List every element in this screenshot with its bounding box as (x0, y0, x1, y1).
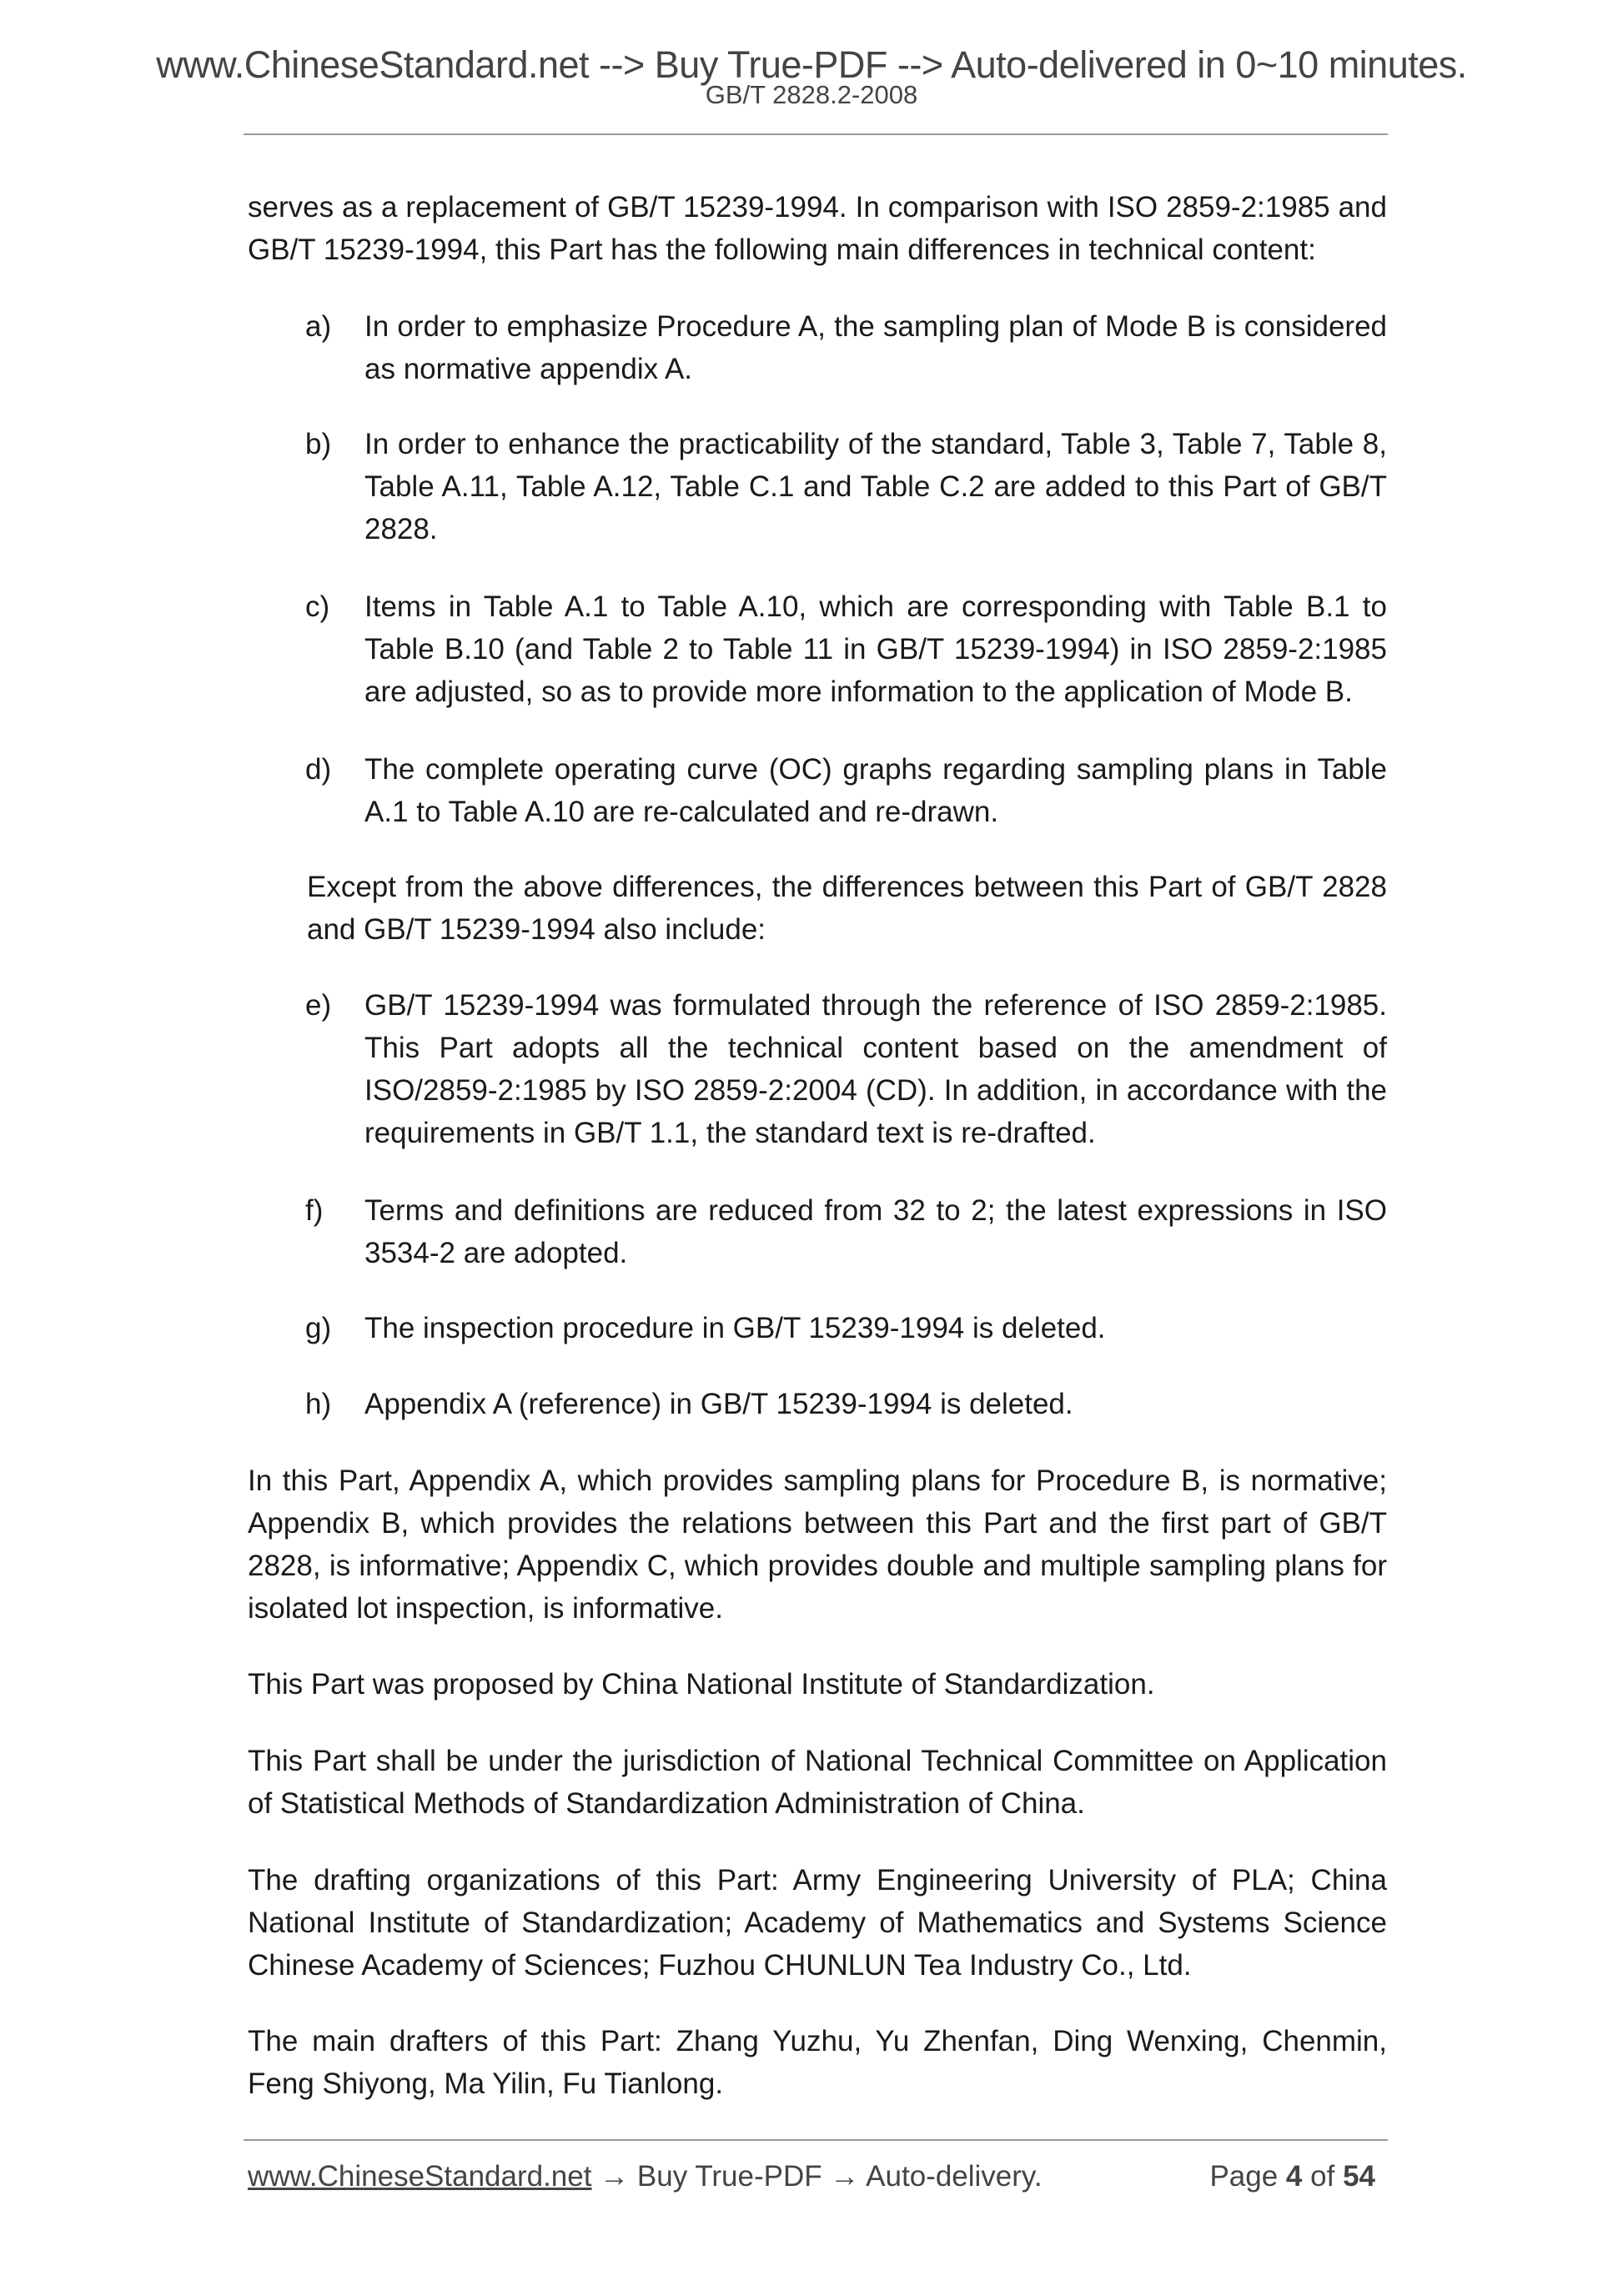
list-label: g) (305, 1312, 332, 1344)
header-banner: www.ChineseStandard.net --> Buy True-PDF --> Auto-delivered in 0~10 minutes. (156, 43, 1467, 86)
list-item (305, 748, 1387, 833)
list-text: Terms and definitions are reduced from 32 to 2; the latest expressions in ISO 3534-2 are adopted. (364, 1194, 1387, 1269)
drafting-paragraph: The drafting organizations of this Part: Army Engineering University of PLA; China National Institute of Standardization; Academy of Mathematics and Systems Science Chinese Academy of Sciences; Fuzhou CHUNLUN Tea Industry Co., Ltd. (248, 1864, 1387, 1982)
list-item (305, 1383, 1387, 1425)
header-divider (244, 133, 1388, 135)
list-label: a) (305, 310, 332, 343)
list-item (305, 423, 1387, 550)
document-id: GB/T 2828.2-2008 (705, 80, 918, 109)
appendices-paragraph: In this Part, Appendix A, which provides sampling plans for Procedure B, is normative; Appendix B, which provides the relations between this Part and the first part of GB/T 2828, is informative; Appendix C, which provides double and multiple sampling plans for isolated lot inspection, is informative. (248, 1465, 1387, 1625)
list-text: In order to emphasize Procedure A, the sampling plan of Mode B is considered as normative appendix A. (364, 310, 1387, 385)
list-text: GB/T 15239-1994 was formulated through the reference of ISO 2859-2:1985. This Part adopts all the technical content based on the amendment of ISO/2859-2:1985 by ISO 2859-2:2004 (CD). In addition, in accordance with the requirements in GB/T 1.1, the standard text is re-drafted. (364, 989, 1387, 1149)
footer-divider (244, 2139, 1388, 2141)
footer (248, 2160, 1375, 2193)
list-item (305, 1189, 1387, 1274)
list-text: Appendix A (reference) in GB/T 15239-1994 is deleted. (364, 1388, 1073, 1420)
list-label: e) (305, 989, 332, 1022)
list-item (305, 305, 1387, 390)
list-label: h) (305, 1388, 332, 1420)
list-text: The inspection procedure in GB/T 15239-1994 is deleted. (364, 1312, 1106, 1344)
list-label: f) (305, 1194, 324, 1227)
footer-text: → Buy True-PDF → Auto-delivery. (591, 2160, 1043, 2193)
list-item (305, 585, 1387, 713)
list-text: The complete operating curve (OC) graphs regarding sampling plans in Table A.1 to Table A.10 are re-calculated and re-drawn. (364, 753, 1387, 828)
list-label: d) (305, 753, 332, 786)
page-total: 54 (1343, 2160, 1375, 2193)
list-item (305, 1307, 1387, 1349)
jurisdiction-paragraph: This Part shall be under the jurisdiction of National Technical Committee on Application of Statistical Methods of Standardization Administration of China. (248, 1745, 1387, 1820)
site-link[interactable]: www.ChineseStandard.net (248, 2160, 592, 2193)
page-word: Page (1209, 2160, 1279, 2193)
page-indicator (1209, 2160, 1375, 2193)
proposed-paragraph: This Part was proposed by China National Institute of Standardization. (248, 1668, 1155, 1701)
intro-paragraph: serves as a replacement of GB/T 15239-1994. In comparison with ISO 2859-2:1985 and GB/T 15239-1994, this Part has the following main differences in technical content: (248, 191, 1387, 266)
except-paragraph: Except from the above differences, the differences between this Part of GB/T 2828 and GB/T 15239-1994 also include: (307, 871, 1387, 946)
page-number: 4 (1285, 2160, 1303, 2193)
list-text: Items in Table A.1 to Table A.10, which are corresponding with Table B.1 to Table B.10 (and Table 2 to Table 11 in GB/T 15239-1994) in ISO 2859-2:1985 are adjusted, so as to provide more information to the application of Mode B. (364, 590, 1387, 708)
drafters-paragraph: The main drafters of this Part: Zhang Yuzhu, Yu Zhenfan, Ding Wenxing, Chenmin, Feng Shiyong, Ma Yilin, Fu Tianlong. (248, 2025, 1387, 2100)
list-text: In order to enhance the practicability of the standard, Table 3, Table 7, Table 8, Table A.11, Table A.12, Table C.1 and Table C.2 are added to this Part of GB/T 2828. (364, 428, 1387, 545)
list-label: c) (305, 590, 330, 623)
of-word: of (1310, 2160, 1335, 2193)
list-item (305, 984, 1387, 1154)
list-label: b) (305, 428, 332, 460)
